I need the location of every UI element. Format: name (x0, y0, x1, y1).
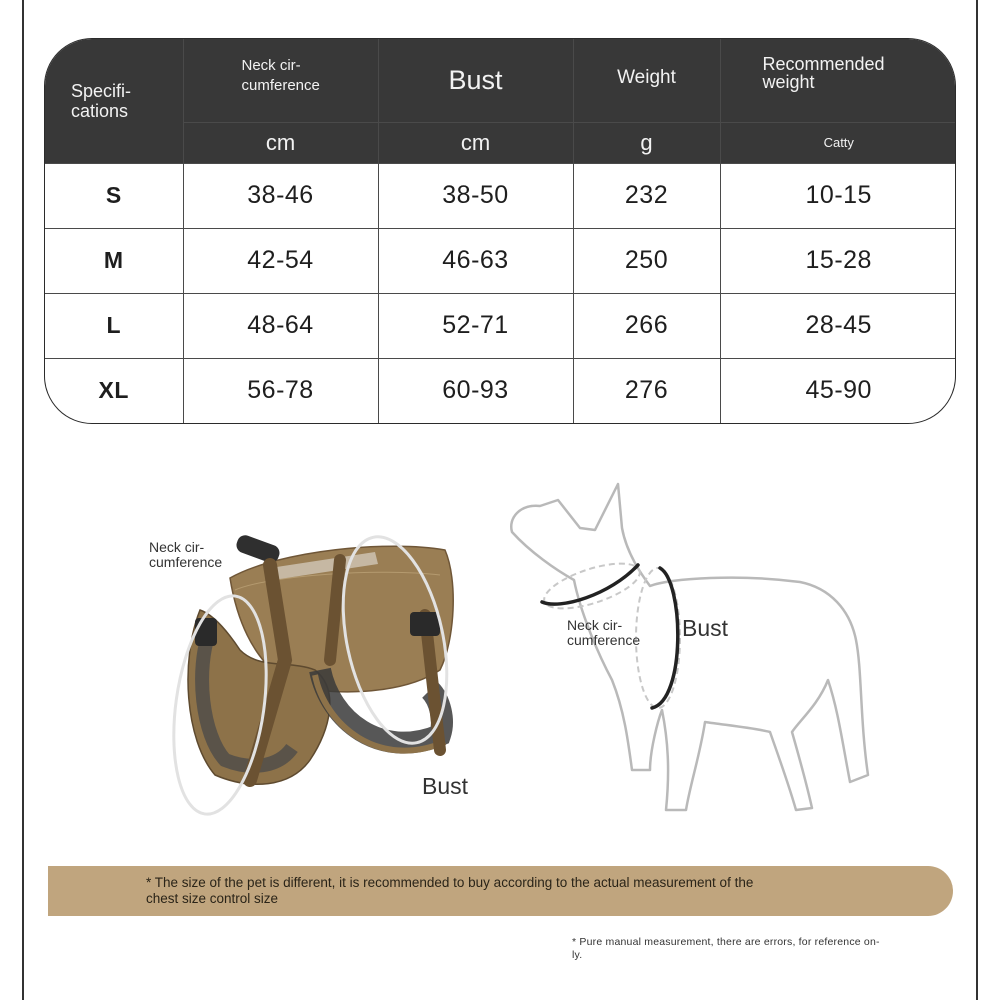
weight-cell: 266 (573, 293, 720, 358)
recommended-cell: 28-45 (720, 293, 956, 358)
bust-cell: 46-63 (378, 228, 573, 293)
measurement-footnote: * Pure manual measurement, there are errors, for reference on- ly. (572, 936, 880, 961)
size-cell: XL (45, 358, 183, 423)
harness-bust-label: Bust (422, 773, 469, 799)
dog-outline-image (500, 470, 880, 820)
table-row (45, 228, 956, 293)
neck-cell: 56-78 (183, 358, 378, 423)
table-row (45, 163, 956, 228)
unit-bust: cm (378, 122, 573, 163)
header-recommended-weight: Recommended weight (720, 39, 956, 122)
neck-cell: 48-64 (183, 293, 378, 358)
header-specifications: Specifi- cations (45, 39, 183, 163)
sizing-notice-bar (48, 866, 953, 916)
header-neck-circumference: Neck cir- cumference (183, 39, 378, 122)
dog-bust-label: Bust (682, 615, 729, 641)
recommended-cell: 10-15 (720, 163, 956, 228)
header-weight: Weight (573, 39, 720, 122)
weight-cell: 232 (573, 163, 720, 228)
recommended-cell: 15-28 (720, 228, 956, 293)
weight-cell: 250 (573, 228, 720, 293)
recommended-cell: 45-90 (720, 358, 956, 423)
bust-cell: 60-93 (378, 358, 573, 423)
neck-cell: 38-46 (183, 163, 378, 228)
neck-cell: 42-54 (183, 228, 378, 293)
buckle-icon (195, 618, 217, 646)
size-cell: S (45, 163, 183, 228)
size-cell: M (45, 228, 183, 293)
sizing-notice-text: * The size of the pet is different, it is recommended to buy according to the actual measurement of the chest size control size (146, 875, 754, 906)
header-bust: Bust (378, 39, 573, 122)
bust-cell: 38-50 (378, 163, 573, 228)
left-border-line (22, 0, 24, 1000)
dog-neck-label: Neck cir- cumference (567, 617, 641, 648)
harness-neck-label: Neck cir- cumference (149, 539, 223, 570)
buckle-icon (410, 612, 440, 636)
bust-cell: 52-71 (378, 293, 573, 358)
table-row (45, 293, 956, 358)
size-chart-table (44, 38, 956, 424)
weight-cell: 276 (573, 358, 720, 423)
table-row (45, 358, 956, 423)
size-cell: L (45, 293, 183, 358)
unit-weight: g (573, 122, 720, 163)
unit-recommended: Catty (720, 122, 956, 163)
unit-neck: cm (183, 122, 378, 163)
right-border-line (976, 0, 978, 1000)
